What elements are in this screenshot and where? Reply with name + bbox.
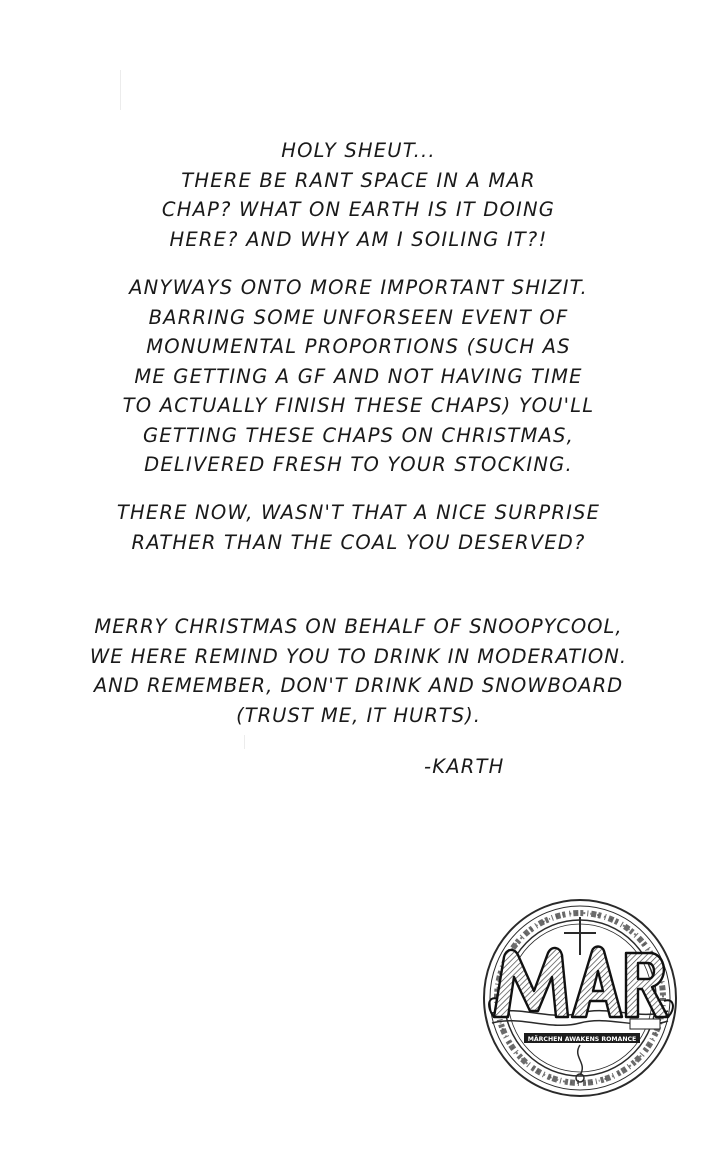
text-line: CHAP? WHAT ON EARTH IS IT DOING — [161, 198, 556, 221]
text-line: AND REMEMBER, DON'T DRINK AND SNOWBOARD — [93, 674, 624, 697]
paragraph-surprise — [0, 498, 717, 557]
text-line: (TRUST ME, IT HURTS). — [236, 703, 481, 727]
scan-mark — [120, 70, 121, 110]
text-line: RATHER THAN THE COAL YOU DESERVED? — [131, 530, 586, 554]
text-line: GETTING THESE CHAPS ON CHRISTMAS, — [143, 423, 574, 447]
text-line: MONUMENTAL PROPORTIONS (SUCH AS — [146, 335, 571, 358]
paragraph-intro — [0, 136, 717, 254]
scan-mark — [244, 735, 245, 749]
text-line: THERE NOW, WASN'T THAT A NICE SURPRISE — [116, 501, 601, 524]
logo-subtitle: MÄRCHEN AWAKENS ROMANCE — [527, 1036, 637, 1043]
text-line: THERE BE RANT SPACE IN A MAR — [181, 168, 536, 192]
text-line: WE HERE REMIND YOU TO DRINK IN MODERATION. — [89, 644, 628, 668]
mar-seal-graphic — [480, 895, 680, 1100]
text-line: HERE? AND WHY AM I SOILING IT?! — [169, 227, 548, 251]
text-line: ME GETTING A GF AND NOT HAVING TIME — [134, 364, 583, 388]
text-line: MERRY CHRISTMAS ON BEHALF OF SNOOPYCOOL, — [94, 615, 623, 638]
text-line: TO ACTUALLY FINISH THESE CHAPS) YOU'LL — [122, 394, 595, 417]
text-line: DELIVERED FRESH TO YOUR STOCKING. — [144, 453, 573, 476]
signature: -KARTH — [424, 755, 505, 778]
text-line: BARRING SOME UNFORSEEN EVENT OF — [148, 305, 569, 329]
mar-seal-logo — [480, 895, 680, 1100]
text-line: HOLY SHEUT... — [281, 139, 436, 162]
text-line: ANYWAYS ONTO MORE IMPORTANT SHIZIT. — [129, 276, 588, 299]
paragraph-announcement — [0, 273, 717, 480]
paragraph-greeting — [0, 612, 717, 730]
